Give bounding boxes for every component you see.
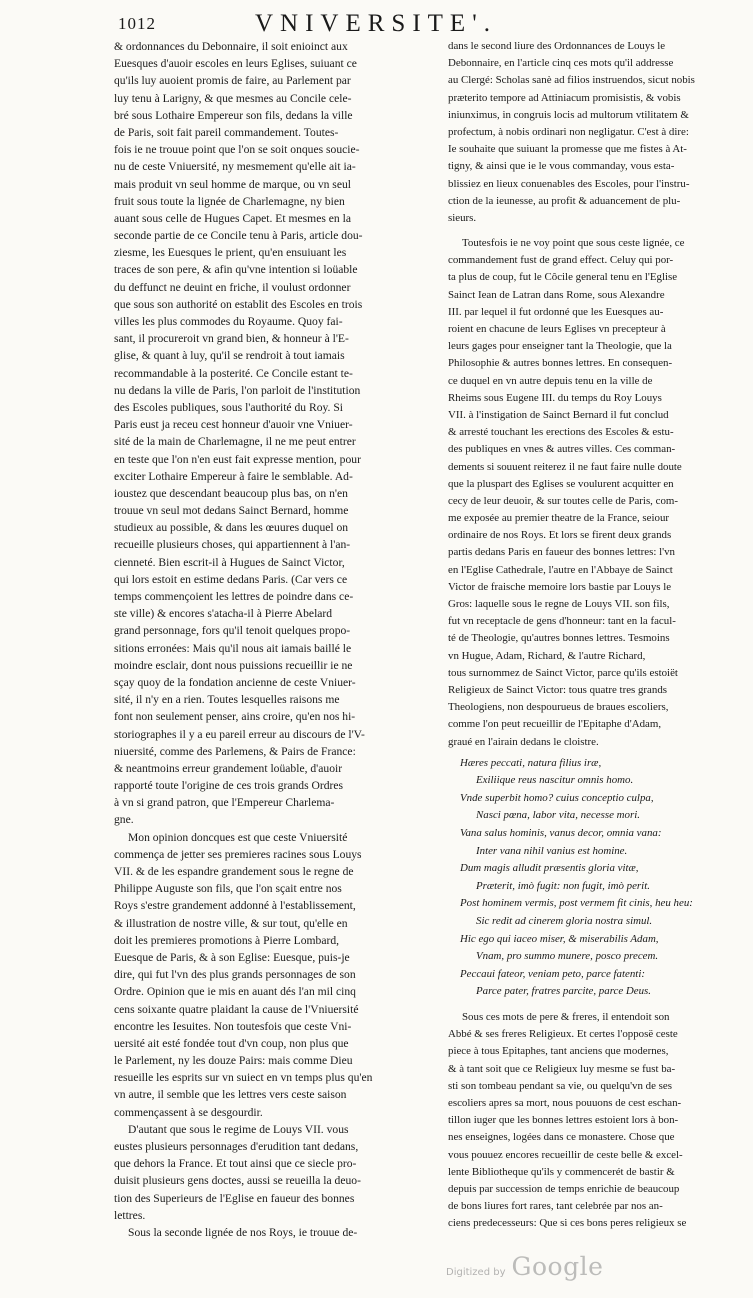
text-line: depuis par succession de temps enrichie de beaucoup: [448, 1182, 680, 1195]
text-line: font non seulement penser, ains croire, qu'en nos hi-: [114, 710, 356, 724]
text-line: luy tenu à Larigny, & que mesmes au Concile cele-: [114, 91, 352, 105]
text-line: vous pouuez encores recueillir de ceste belle & excel-: [448, 1148, 683, 1161]
poem-verse: Vana salus hominis, vanus decor, omnia vana:: [460, 827, 662, 840]
text-line: sité, il n'y en a rien. Toutes lesquelles raisons me: [114, 693, 340, 707]
text-line: villes les plus commodes du Royaume. Quoy fai-: [114, 315, 343, 328]
text-line: ordinaire de nos Roys. Et lors se firent deux grands: [448, 529, 672, 542]
text-line: le Parlement, ny les douze Pairs: mais comme Dieu: [114, 1054, 353, 1068]
text-line: Debonnaire, en l'article cinq ces mots qu'il addresse: [448, 57, 674, 70]
right-column-paragraph: [448, 235, 746, 751]
text-line: en l'Eglise Cathedrale, l'autre en l'Abbaye de Sainct: [448, 563, 673, 576]
text-line: de Paris, soit fait pareil commandement. Toutes-: [114, 125, 339, 139]
text-line: cens soixante quatre plaidant la cause de l'Vniuersité: [114, 1002, 359, 1016]
text-line: Religieux de Sainct Victor: tous quatre tres grands: [448, 683, 668, 696]
text-line: lente Bibliotheque qu'ils y commencerét de bastir &: [448, 1165, 675, 1178]
text-line: Victor de fraische memoire lors bastie par Louys le: [448, 580, 672, 593]
text-line: Euesque de Paris, & à son Eglise: Euesque, puis-je: [114, 950, 350, 964]
text-line: gne.: [114, 813, 134, 827]
text-line: té de Theologie, qu'autres bonnes lettres. Tesmoins: [448, 632, 670, 645]
poem-verse: Exiliique reus nascitur omnis homo.: [476, 774, 634, 787]
text-line: commença de jetter ses premieres racines sous Louys: [114, 847, 362, 861]
text-line: que sous son authorité on establit des Escoles en trois: [114, 297, 363, 311]
right-column-paragraph: [448, 1009, 746, 1232]
text-line: dements si souuent reiterez il ne faut faire nulle doute: [448, 460, 682, 473]
poem-verse: Nasci pœna, labor vita, necesse mori.: [476, 809, 640, 822]
text-line: exciter Lothaire Empereur à faire le semblable. Ad-: [114, 469, 353, 483]
poem-verse: Hic ego qui iaceo miser, & miserabilis Adam,: [460, 932, 659, 945]
text-line: iniunximus, in congruis locis ad multorum vtilitatem &: [448, 108, 689, 121]
text-line: commençassent à se desgourdir.: [114, 1105, 263, 1119]
text-line: III. par lequel il fut ordonné que les Euesques au-: [448, 305, 664, 318]
text-line: sité de la main de Charlemagne, il ne me peut entrer: [114, 435, 356, 449]
text-line: Roys s'estre grandement addonné à l'establissement,: [114, 899, 356, 913]
text-line: Philippe Auguste son fils, que l'on sçait entre nos: [114, 882, 342, 896]
text-line: Mon opinion doncques est que ceste Vniuersité: [128, 830, 348, 844]
text-line: sant, il procureroit vn grand bien, & honneur à l'E-: [114, 332, 349, 346]
text-line: de bons liures fort rares, tant celebrée par nos an-: [448, 1200, 663, 1213]
text-line: sçay quoy de la fondation ancienne de ceste Vniuer-: [114, 675, 356, 689]
right-column: [448, 38, 746, 1232]
text-line: Sainct Iean de Latran dans Rome, sous Alexandre: [448, 288, 665, 301]
text-line: D'autant que sous le regime de Louys VII. vous: [128, 1122, 349, 1136]
text-line: graué en l'airain dedans le cloistre.: [448, 735, 599, 748]
text-line: me exposée au premier theatre de la France, seiour: [448, 512, 670, 525]
poem-verse: Vnam, pro summo munere, posco precem.: [476, 950, 659, 963]
text-line: grand personnage, fors qu'il tenoit quelques propo-: [114, 624, 351, 638]
text-line: nu dedans la ville de Paris, l'on parloit de l'institution: [114, 383, 361, 397]
text-line: qui lors estoit en estime dedans Paris. (Car vers ce: [114, 572, 348, 586]
poem-verse: Sic redit ad cinerem gloria nostra simul.: [476, 915, 653, 928]
poem-verse: Inter vana nihil vanius est homine.: [476, 844, 628, 857]
text-line: uersité ait esté fondée tout d'vn coup, non plus que: [114, 1036, 349, 1050]
text-line: que dehors la France. Et tout ainsi que ce siecle pro-: [114, 1157, 357, 1171]
text-line: au Clergé: Scholas sanè ad filios instruendos, sicut nobis: [448, 74, 695, 87]
text-line: lettres.: [114, 1208, 146, 1222]
text-line: encontre les Iesuites. Non toutesfois que ceste Vni-: [114, 1019, 352, 1033]
text-line: roient en chacune de leurs Eglises vn precepteur à: [448, 323, 666, 335]
text-line: piece à tous Epitaphes, tant anciens que modernes,: [448, 1045, 669, 1058]
text-line: Philosophie & autres bonnes lettres. En consequen-: [448, 357, 673, 370]
poem-verse: Vnde superbit homo? cuius conceptio culpa,: [460, 791, 654, 804]
text-line: des publiques en vnes & autres villes. Ces comman-: [448, 443, 676, 456]
text-line: niuersité, comme des Parlemens, & Pairs de France:: [114, 744, 356, 758]
text-line: Ie souhaite que suiuant la promesse que me fistes à At-: [448, 143, 687, 156]
left-column-text: [114, 38, 440, 829]
text-line: ction de la ieunesse, au profit & aduancement de plu-: [448, 194, 681, 207]
text-line: tillon iuger que les bonnes lettres estoient lors à bon-: [448, 1114, 679, 1127]
text-line: tigny, & ainsi que ie le vous commanday, vous esta-: [448, 160, 675, 173]
text-line: des Escoles publiques, sous l'authorité du Roy. Si: [114, 400, 344, 414]
text-line: mais produit vn seul homme de marque, ou vn seul: [114, 177, 351, 191]
text-line: dans le second liure des Ordonnances de Louys le: [448, 40, 666, 52]
text-line: comme l'on peut recueillir de l'Epitaphe d'Adam,: [448, 718, 662, 731]
text-line: Theologiens, non despourueus de braues escoliers,: [448, 701, 669, 714]
text-line: cecy de leur deuoir, & sur toutes celle de Paris, com-: [448, 494, 679, 507]
text-line: Euesques d'auoir escoles en leurs Eglises, suiuant ce: [114, 57, 357, 71]
text-line: fruit sous toute la lignée de Charlemagne, ny bien: [114, 194, 345, 208]
poem-verse: Dum magis alludit præsentis gloria vitæ,: [460, 862, 639, 875]
text-line: ce duquel en vn autre depuis tenu en la ville de: [448, 374, 653, 387]
text-line: qu'ils luy auoient promis de faire, au Parlement par: [114, 74, 351, 88]
text-line: & arresté touchant les erections des Escoles & estu-: [448, 426, 674, 439]
text-line: ciens predecesseurs: Que si ces bons peres religieux se: [448, 1217, 687, 1230]
google-watermark: [446, 1252, 603, 1281]
text-line: Rheims sous Eugene III. du temps du Roy Louys: [448, 391, 662, 404]
text-line: moindre esclair, dont nous puissions recueillir ie ne: [114, 658, 353, 672]
text-line: que la pluspart des Eglises se voulurent acquitter en: [448, 477, 674, 490]
text-line: Sous la seconde lignée de nos Roys, ie trouue de-: [128, 1225, 358, 1239]
text-line: & ordonnances du Debonnaire, il soit enioinct aux: [114, 40, 348, 53]
text-line: profectum, à nobis ordinari non negligatur. C'est à dire:: [448, 125, 689, 138]
text-line: VII. à l'instigation de Sainct Bernard il fut conclud: [448, 408, 669, 421]
text-line: Abbé & ses freres Religieux. Et certes l'opposë ceste: [448, 1028, 678, 1041]
text-line: sti son tombeau pendant sa vie, ou quelqu'vn de ses: [448, 1079, 672, 1092]
google-logo: Google: [511, 1252, 604, 1281]
text-line: bré sous Lothaire Empereur son fils, dedans la ville: [114, 108, 353, 122]
left-column-paragraphs: [114, 829, 440, 1242]
text-line: sieurs.: [448, 211, 477, 224]
text-line: glise, & quant à luy, qu'il se rendroit à tout iamais: [114, 349, 345, 363]
text-line: tous surnommez de Sainct Victor, parce qu'ils estoiët: [448, 666, 678, 679]
text-line: recommandable à la posterité. Ce Concile estant te-: [114, 366, 353, 380]
text-line: trouue vn seul mot dedans Sainct Bernard, homme: [114, 504, 349, 518]
text-line: recueille plusieurs choses, qui appartiennent à l'an-: [114, 538, 351, 552]
text-line: leurs gages pour enseigner tant la Theologie, que la: [448, 340, 672, 353]
text-line: à vn si grand patron, que l'Empereur Charlema-: [114, 796, 335, 810]
text-line: Sous ces mots de pere & freres, il entendoit son: [462, 1011, 670, 1023]
poem-verse: Hæres peccati, natura filius iræ,: [460, 756, 602, 769]
text-line: tion des Superieurs de l'Eglise en faueur des bonnes: [114, 1191, 355, 1205]
text-line: præterito tempore ad Attiniacum promisistis, & vobis: [448, 91, 681, 104]
text-line: & neantmoins erreur grandement loüable, d'auoir: [114, 761, 343, 775]
text-line: eustes plusieurs personnages d'erudition tant dedans,: [114, 1140, 359, 1153]
text-line: sitions erronées: Mais qu'il nous ait iamais baillé le: [114, 641, 352, 655]
text-line: auant sous celle de Hugues Capet. Et mesmes en la: [114, 211, 351, 225]
text-line: escoliers apres sa mort, nous pouuons de cest eschan-: [448, 1096, 682, 1109]
text-line: VII. & de les espandre grandement sous le regne de: [114, 865, 354, 878]
text-line: ste ville) & encores s'atacha-il à Pierre Abelard: [114, 607, 333, 621]
text-line: & à tant soit que ce Religieux luy mesme se fust ba-: [448, 1062, 676, 1075]
text-line: storiographes il y a eu pareil erreur au discours de l'V-: [114, 727, 365, 741]
text-line: vn autre, il semble que les lettres vers ceste saison: [114, 1088, 347, 1102]
poem-verse: Parce pater, fratres parcite, parce Deus.: [476, 985, 652, 998]
text-line: dire, qui fut l'vn des plus grands personnages de son: [114, 968, 356, 982]
text-line: doit les premieres promotions à Pierre Lombard,: [114, 933, 340, 947]
text-line: Gros: laquelle sous le regne de Louys VII. son fils,: [448, 598, 670, 610]
text-line: ta plus de coup, fut le Côcile general tenu en l'Eglise: [448, 271, 678, 284]
text-line: ziesme, les Euesques le prient, qu'en ensuiuant les: [114, 246, 347, 260]
text-line: vn Hugue, Adam, Richard, & l'autre Richard,: [448, 649, 646, 662]
text-line: blissiez en lieux conuenables des Escoles, pour l'instru-: [448, 177, 690, 190]
text-line: en teste que l'on n'en eust fait expresse mention, pour: [114, 452, 361, 466]
text-line: ioustez que descendant beaucoup plus bas, on n'en: [114, 486, 348, 500]
text-line: Toutesfois ie ne voy point que sous ceste lignée, ce: [462, 237, 685, 250]
text-line: temps commençoient les lettres de poindre dans ce-: [114, 590, 354, 603]
right-column-text: [448, 38, 746, 227]
poem-verse: Peccaui fateor, veniam peto, parce fatenti:: [460, 967, 645, 980]
text-line: traces de son pere, & afin qu'vne intention si loüable: [114, 263, 358, 277]
text-line: nes enseignes, logées dans ce monastere. Chose que: [448, 1131, 675, 1144]
running-head: VNIVERSITE'.: [255, 10, 497, 37]
text-line: Paris eust ja receu cest honneur d'auoir vne Vniuer-: [114, 418, 353, 432]
text-line: cienneté. Bien escrit-il à Hugues de Sainct Victor,: [114, 555, 345, 569]
left-column: [114, 38, 440, 1241]
epitaph-poem: [448, 755, 746, 1001]
text-line: Ordre. Opinion que ie mis en auant dés l'an mil cinq: [114, 985, 356, 999]
text-line: seconde partie de ce Concile tenu à Paris, article dou-: [114, 229, 363, 243]
text-line: studieux au possible, & dans les œuures duquel on: [114, 521, 349, 535]
text-line: du deffunct ne deuint en friche, il voulust ordonner: [114, 280, 351, 294]
text-line: nu de ceste Vniuersité, ny mesmement qu'elle ait ia-: [114, 160, 356, 174]
poem-verse: Præterit, imò fugit: non fugit, imò perit.: [476, 879, 650, 892]
page-number: 1012: [118, 14, 156, 33]
text-line: duisit plusieurs gens doctes, aussi se reueilla la deuo-: [114, 1174, 361, 1188]
digitized-by-label: Digitized by: [446, 1267, 506, 1278]
text-line: commandement fust de grand effect. Celuy qui por-: [448, 254, 674, 267]
text-line: fut vn receptacle de gens d'honneur: tant en la facul-: [448, 615, 676, 628]
poem-verse: Post hominem vermis, post vermem fit cinis, heu heu:: [460, 897, 693, 910]
text-line: rapporté toute l'origine de ces trois grands Ordres: [114, 779, 344, 793]
text-line: partis dedans Paris en faueur des bonnes lettres: l'vn: [448, 546, 675, 559]
text-line: fois ie ne trouue point que l'on se soit onques soucie-: [114, 143, 360, 157]
text-line: resueille les esprits sur vn suiect en vn temps plus qu'en: [114, 1071, 373, 1085]
text-line: & illustration de nostre ville, & sur tout, qu'elle en: [114, 916, 348, 930]
